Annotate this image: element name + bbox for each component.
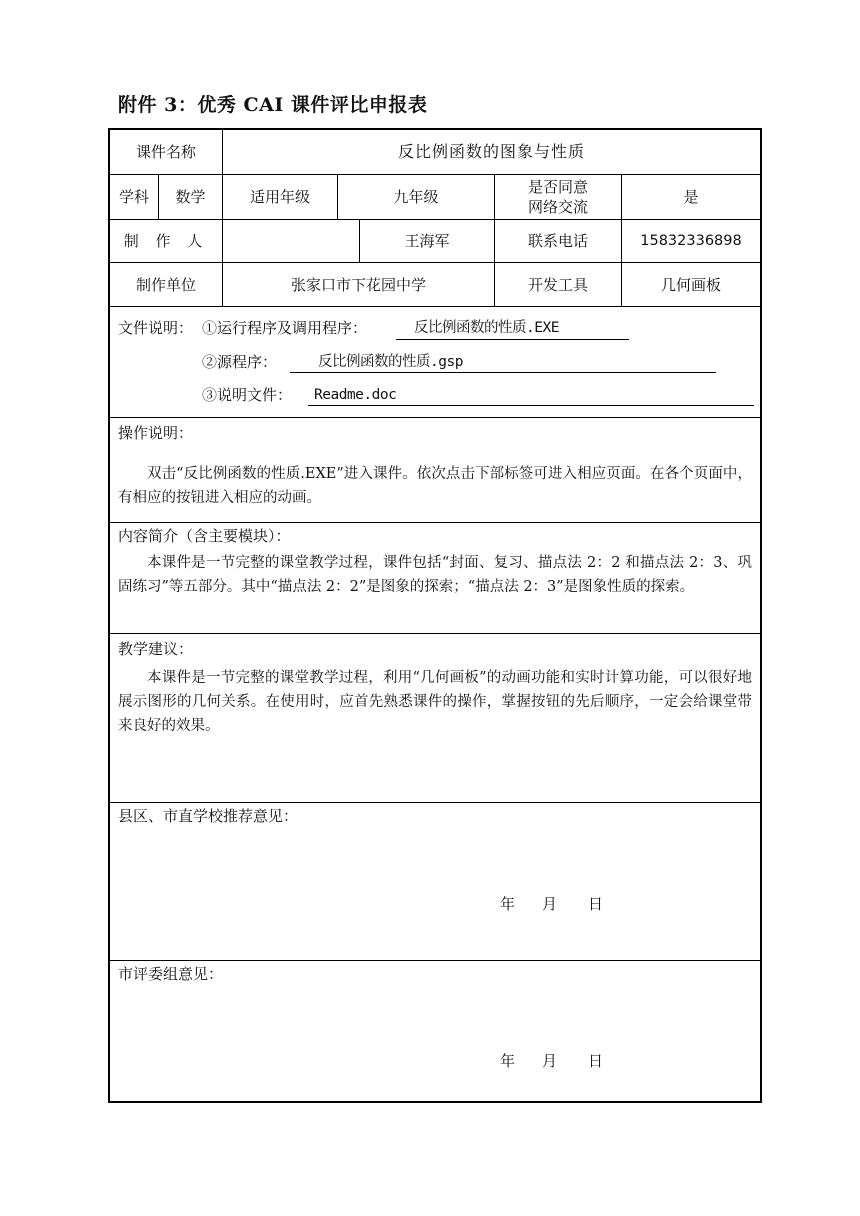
tool-value: 几何画板 — [621, 263, 760, 306]
teaching-suggestion-section — [110, 634, 760, 803]
operation-text: 双击“反比例函数的性质.EXE”进入课件。依次点击下部标签可进入相应页面。在各个页面中，有相应的按钮进入相应的动画。 — [118, 466, 752, 506]
run-program-value: 反比例函数的性质.EXE — [414, 320, 559, 336]
city-year-label: 年 — [500, 1052, 516, 1070]
phone-label: 联系电话 — [494, 220, 621, 262]
file-description-section — [110, 307, 760, 418]
source-program-underline — [290, 372, 716, 373]
operation-section — [110, 418, 760, 523]
operation-label: 操作说明： — [118, 424, 194, 442]
author-blank-cell — [222, 220, 359, 262]
run-program-underline — [396, 339, 629, 340]
readme-value: Readme.doc — [314, 387, 397, 403]
teaching-suggestion-label: 教学建议： — [118, 640, 194, 658]
row-author — [110, 220, 760, 263]
file-description-label: 文件说明： — [118, 319, 194, 337]
readme-underline — [308, 405, 754, 406]
content-label: 内容简介（含主要模块）： — [118, 527, 291, 545]
page-title: 附件 3：优秀 CAI 课件评比申报表 — [118, 94, 428, 116]
content-text: 本课件是一节完整的课堂教学过程，课件包括“封面、复习、描点法 2：2 和描点法 2：3、巩固练习”等五部分。其中“描点法 2：2”是图象的探索；“描点法 2：3”是图象性质的探索。 — [118, 555, 752, 595]
content-section — [110, 523, 760, 634]
courseware-name-value: 反比例函数的图象与性质 — [222, 130, 760, 174]
teaching-suggestion-text: 本课件是一节完整的课堂教学过程，利用“几何画板”的动画功能和实时计算功能，可以很好地展示图形的几何关系。在使用时，应首先熟悉课件的操作，掌握按钮的先后顺序，一定会给课堂带来良好的效果。 — [118, 670, 752, 734]
unit-value: 张家口市下花园中学 — [222, 263, 494, 306]
phone-value: 15832336898 — [621, 220, 760, 262]
city-day-label: 日 — [588, 1052, 604, 1070]
city-month-label: 月 — [542, 1052, 558, 1070]
application-form-table — [108, 128, 762, 1103]
source-program-value: 反比例函数的性质.gsp — [318, 354, 463, 370]
network-exchange-label-line1: 是否同意 — [527, 178, 588, 196]
readme-label: ③说明文件： — [202, 386, 293, 404]
grade-label: 适用年级 — [222, 175, 337, 219]
subject-label: 学科 — [118, 188, 149, 206]
run-program-label: ①运行程序及调用程序： — [202, 319, 368, 337]
tool-label: 开发工具 — [494, 263, 621, 306]
network-exchange-label-line2: 网络交流 — [527, 198, 588, 216]
row-unit — [110, 263, 760, 307]
county-year-label: 年 — [500, 895, 516, 913]
subject-value: 数学 — [158, 175, 222, 219]
source-program-label: ②源程序： — [202, 353, 278, 371]
network-exchange-value: 是 — [621, 175, 760, 219]
author-label: 制 作 人 — [123, 232, 209, 250]
network-exchange-label — [494, 175, 621, 219]
unit-label: 制作单位 — [135, 275, 196, 294]
row-courseware-name — [110, 130, 760, 175]
city-opinion-date — [500, 1050, 603, 1071]
row-subject — [110, 175, 760, 220]
county-day-label: 日 — [588, 895, 604, 913]
grade-value: 九年级 — [337, 175, 494, 219]
city-opinion-label: 市评委组意见： — [118, 965, 224, 983]
county-opinion-section — [110, 803, 760, 961]
courseware-name-label: 课件名称 — [135, 143, 196, 161]
county-month-label: 月 — [542, 895, 558, 913]
author-name-value: 王海军 — [359, 220, 494, 262]
county-opinion-label: 县区、市直学校推荐意见： — [118, 807, 299, 825]
county-opinion-date — [500, 893, 603, 914]
city-opinion-section — [110, 961, 760, 1103]
